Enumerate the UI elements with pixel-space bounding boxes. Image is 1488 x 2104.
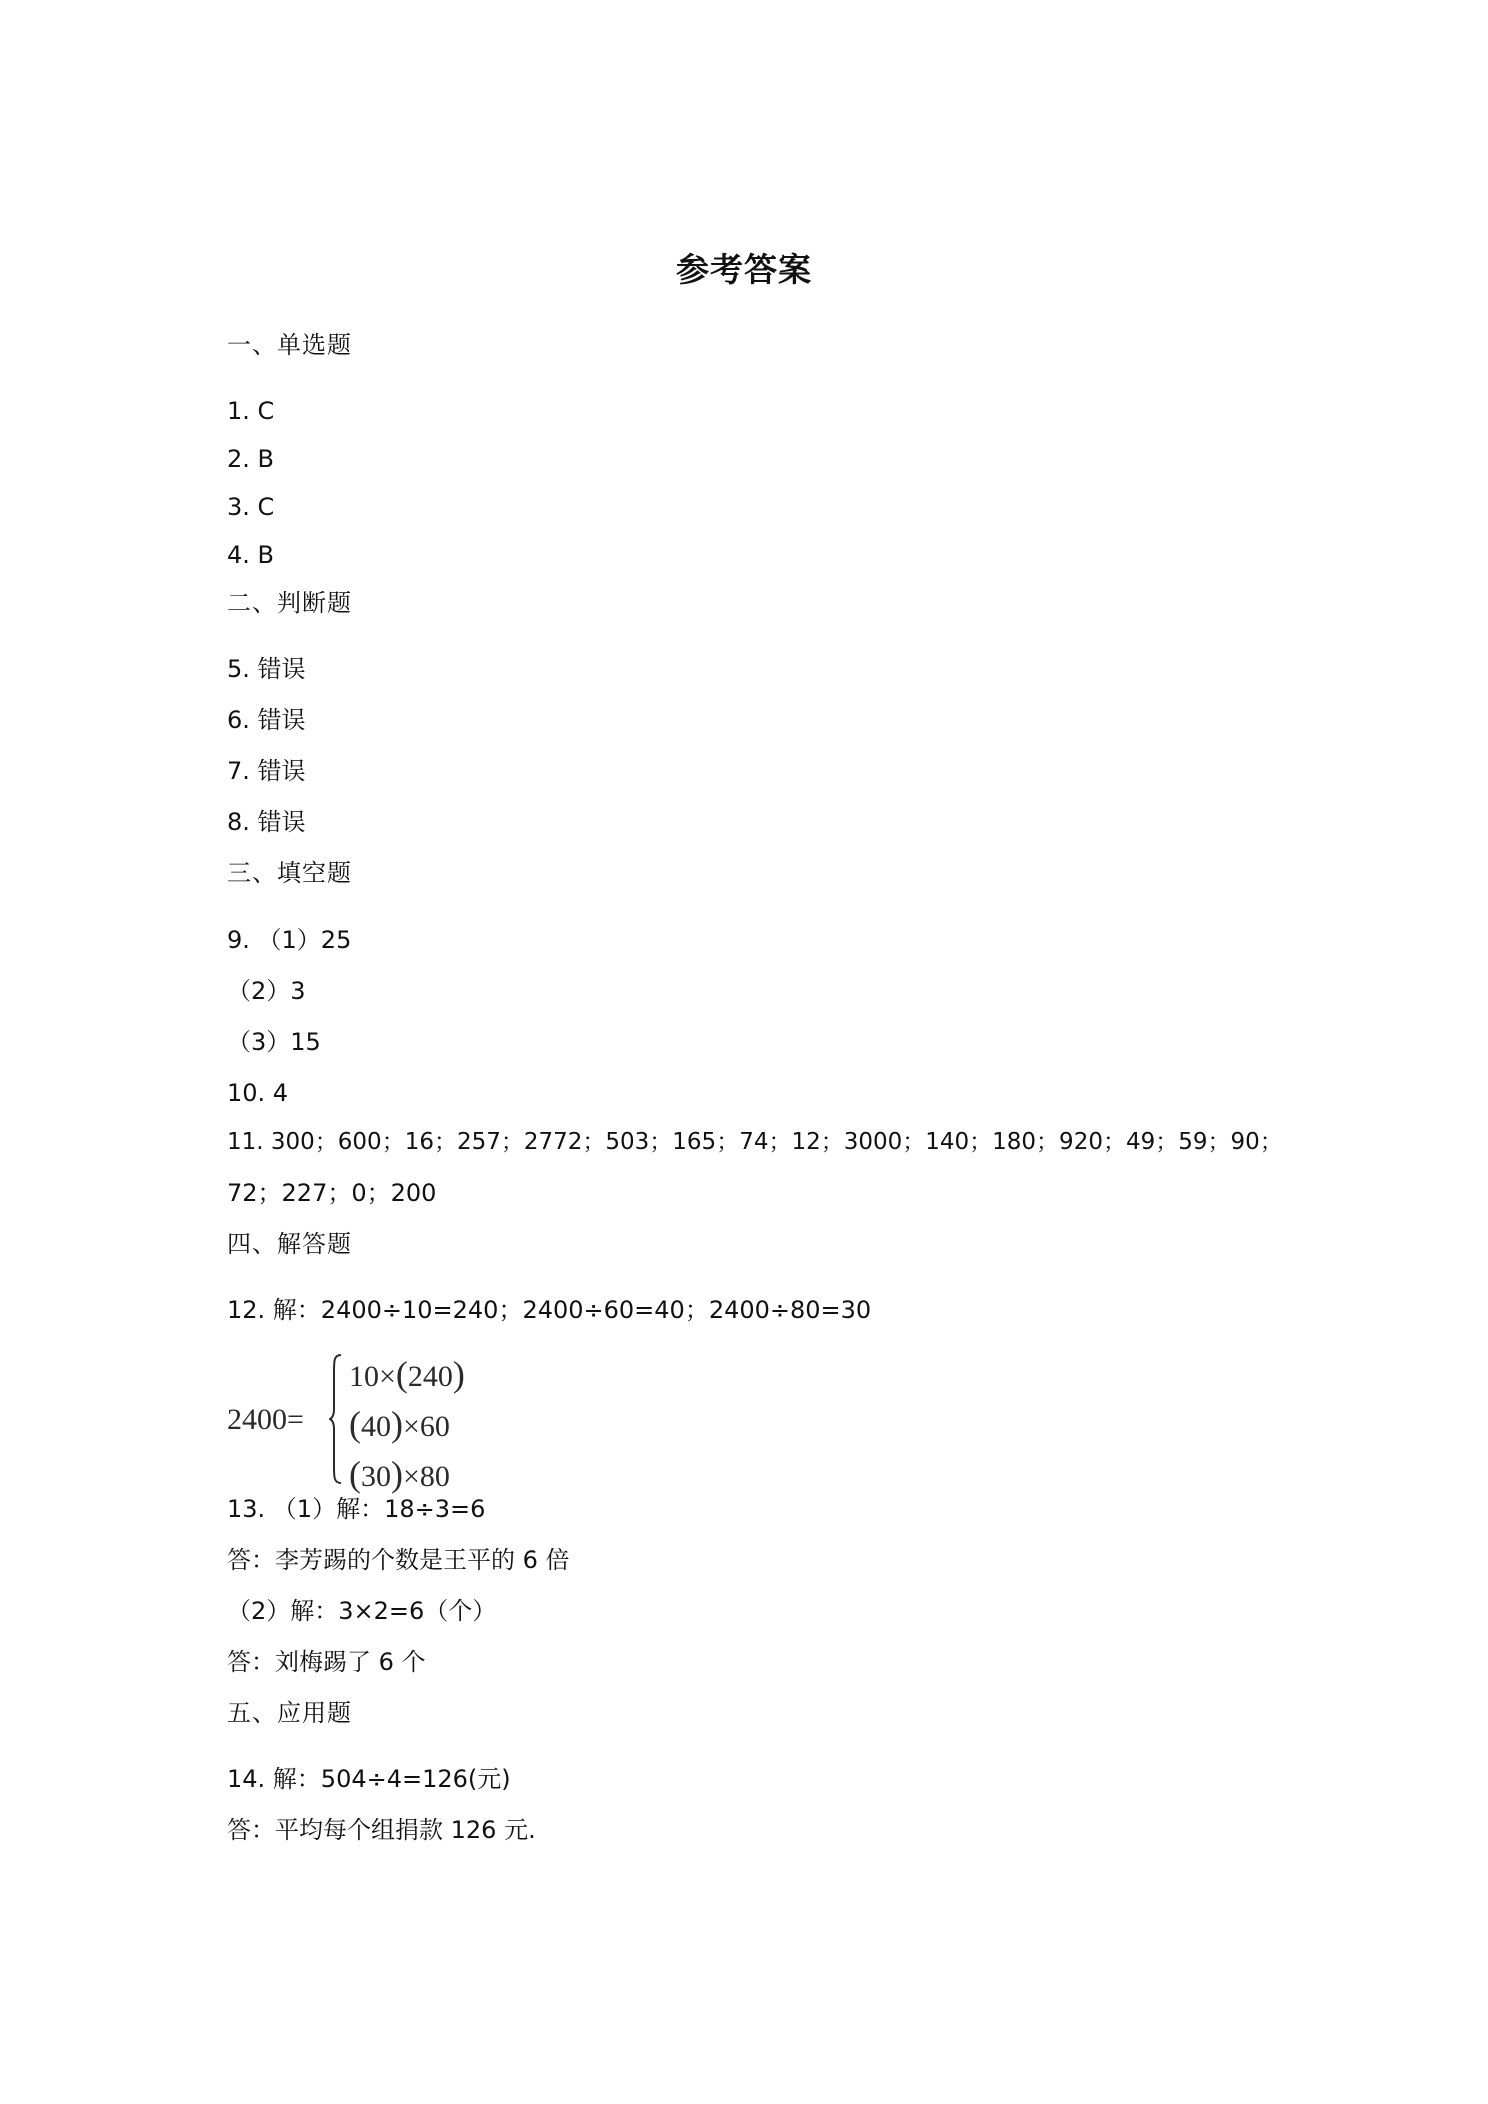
answer-9-part-2: （2）3	[227, 977, 306, 1005]
answer-5: 5. 错误	[227, 655, 306, 683]
answer-13-part-2-conclusion: 答：刘梅踢了 6 个	[227, 1648, 426, 1676]
answer-3: 3. C	[227, 493, 275, 521]
answer-14-conclusion: 答：平均每个组捐款 126 元.	[227, 1816, 536, 1844]
formula-row-2-value: 40	[361, 1410, 391, 1443]
answer-11-line-2: 72；227；0；200	[227, 1179, 437, 1207]
formula-row-1-value: 240	[407, 1360, 453, 1393]
answer-13-part-2: （2）解：3×2=6（个）	[227, 1597, 497, 1625]
section-heading-solve: 四、解答题	[227, 1230, 352, 1258]
answer-10: 10. 4	[227, 1079, 289, 1107]
formula-row-1-multiplier: 10×	[349, 1360, 396, 1393]
answer-8: 8. 错误	[227, 808, 306, 836]
answer-12: 12. 解：2400÷10=240；2400÷60=40；2400÷80=30	[227, 1296, 872, 1324]
formula-lhs: 2400=	[227, 1403, 304, 1436]
answer-9-part-1: 9. （1）25	[227, 926, 352, 954]
formula-row-2-multiplier: ×60	[403, 1410, 450, 1443]
left-brace-icon	[329, 1353, 343, 1485]
formula-row-1: 10×(240)	[349, 1354, 465, 1394]
formula-row-3-multiplier: ×80	[403, 1460, 450, 1493]
section-heading-true-false: 二、判断题	[227, 589, 352, 617]
answer-9-part-3: （3）15	[227, 1028, 321, 1056]
answer-6: 6. 错误	[227, 706, 306, 734]
answer-13-part-1: 13. （1）解：18÷3=6	[227, 1495, 486, 1523]
page-title: 参考答案	[676, 250, 812, 289]
answer-4: 4. B	[227, 541, 274, 569]
answer-11-line-1: 11. 300；600；16；257；2772；503；165；74；12；3000；140；180；920；49；59；90；	[227, 1129, 1283, 1155]
answer-1: 1. C	[227, 397, 275, 425]
formula-row-2: (40)×60	[349, 1404, 450, 1444]
answer-14: 14. 解：504÷4=126(元)	[227, 1765, 511, 1793]
answer-13-part-1-conclusion: 答：李芳踢的个数是王平的 6 倍	[227, 1546, 570, 1574]
answer-2: 2. B	[227, 445, 274, 473]
section-heading-fill-blank: 三、填空题	[227, 859, 352, 887]
formula-image-2400	[225, 1345, 465, 1495]
section-heading-single-choice: 一、单选题	[227, 331, 352, 359]
formula-row-3-value: 30	[361, 1460, 391, 1493]
answer-7: 7. 错误	[227, 757, 306, 785]
section-heading-application: 五、应用题	[227, 1699, 352, 1727]
formula-row-3: (30)×80	[349, 1454, 450, 1494]
